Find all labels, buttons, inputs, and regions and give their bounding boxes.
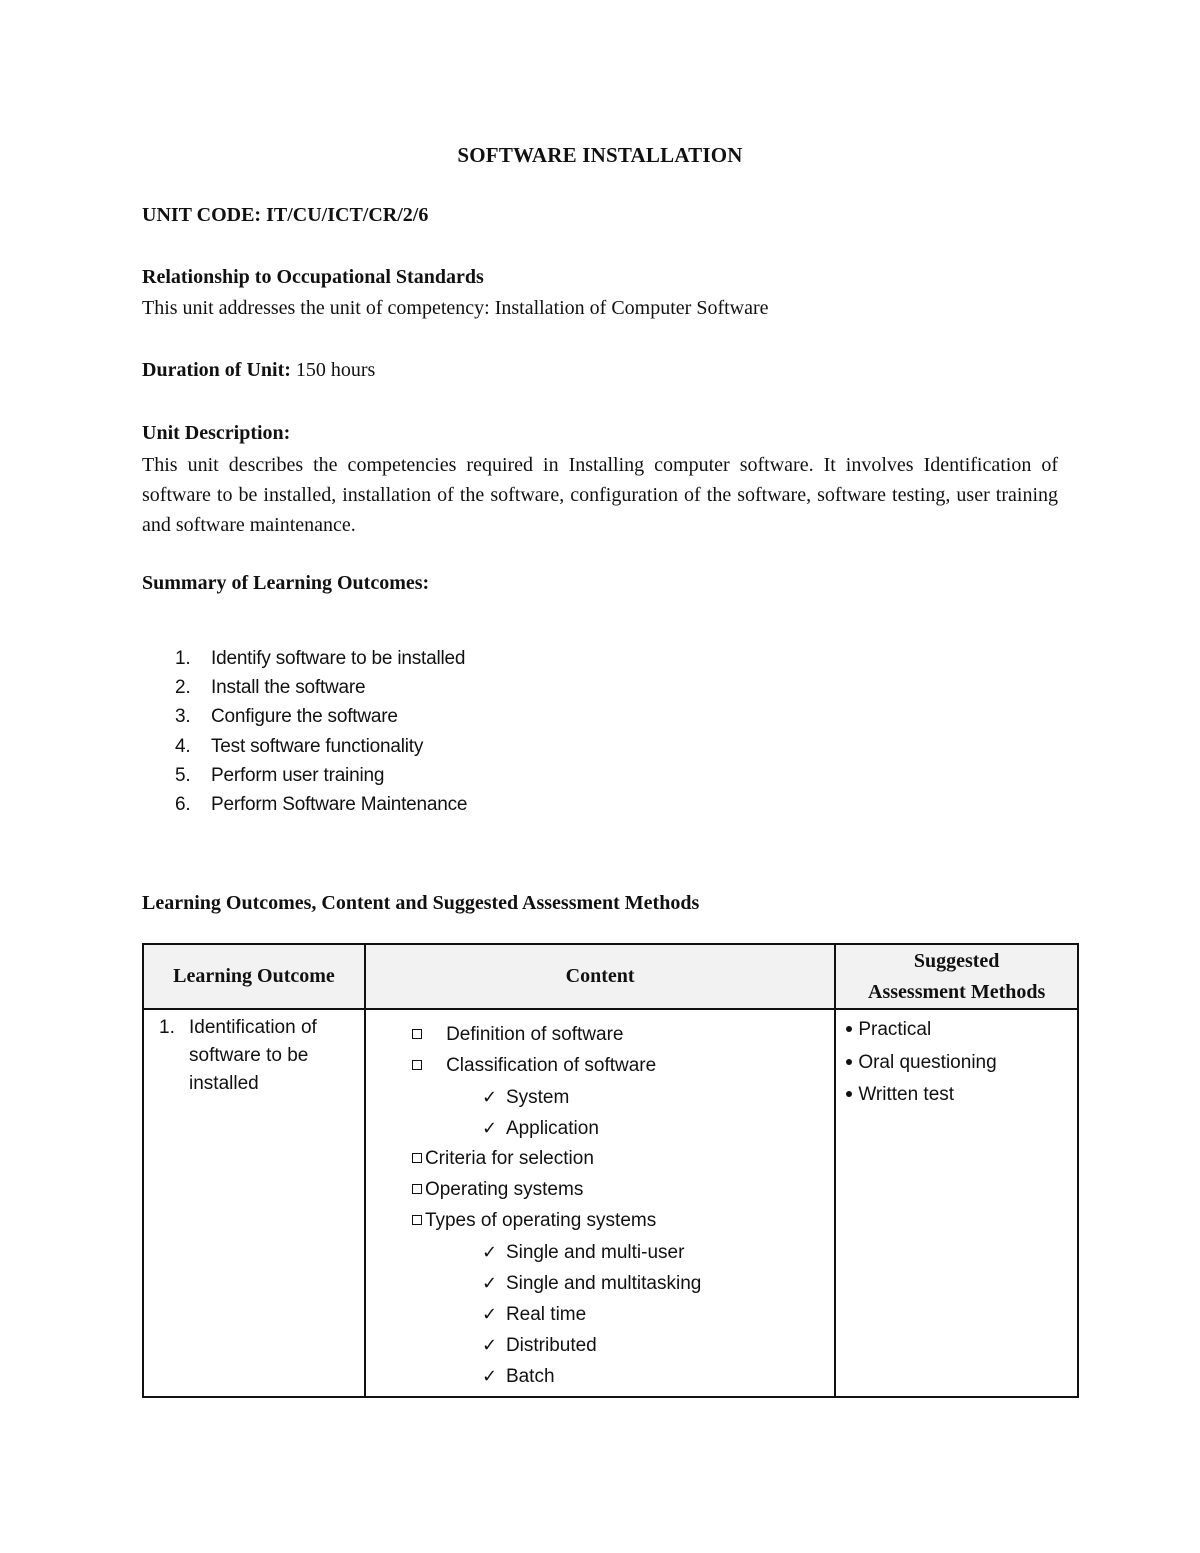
content-item: Types of operating systems bbox=[412, 1209, 656, 1233]
content-subitem: ✓ Single and multi-user bbox=[481, 1242, 685, 1263]
square-bullet-icon bbox=[412, 1060, 422, 1070]
list-item: 4. Test software functionality bbox=[175, 735, 424, 757]
outcome-number: 1. bbox=[159, 1017, 175, 1038]
summary-heading: Summary of Learning Outcomes: bbox=[142, 572, 430, 594]
duration-label: Duration of Unit: bbox=[142, 359, 291, 381]
table-heading: Learning Outcomes, Content and Suggested Assessment Methods bbox=[142, 892, 700, 914]
assessment-methods-list bbox=[836, 1010, 1077, 1112]
square-bullet-icon bbox=[412, 1029, 422, 1039]
list-item: Written test bbox=[846, 1079, 1077, 1112]
checkmark-icon: ✓ bbox=[481, 1304, 498, 1324]
checkmark-icon: ✓ bbox=[481, 1087, 498, 1107]
list-item: 2. Install the software bbox=[175, 677, 366, 699]
header-learning-outcome: Learning Outcome bbox=[143, 944, 365, 1009]
relationship-heading: Relationship to Occupational Standards bbox=[142, 266, 484, 288]
outcome-cell bbox=[143, 1009, 365, 1397]
list-item: 6. Perform Software Maintenance bbox=[175, 793, 468, 815]
content-subitem: ✓ Batch bbox=[481, 1366, 555, 1387]
header-assessment-methods: Suggested Assessment Methods bbox=[835, 944, 1078, 1009]
square-bullet-icon bbox=[412, 1184, 422, 1194]
square-bullet-icon bbox=[412, 1153, 422, 1163]
header-content: Content bbox=[365, 944, 835, 1009]
duration-line bbox=[142, 359, 375, 382]
list-item: 5. Perform user training bbox=[175, 764, 385, 786]
content-subitem: ✓ System bbox=[481, 1087, 570, 1108]
bullet-icon bbox=[846, 1026, 852, 1032]
document-title: SOFTWARE INSTALLATION bbox=[457, 143, 743, 167]
description-text: This unit describes the competencies required in Installing computer software. It involves Identification of software to be installed, installation of the software, configuration of the software, software testing, user training and software maintenance. bbox=[142, 454, 1058, 536]
list-item: Practical bbox=[846, 1014, 1077, 1047]
checkmark-icon: ✓ bbox=[481, 1118, 498, 1138]
table-row bbox=[143, 1009, 1078, 1397]
content-subitem: ✓ Distributed bbox=[481, 1335, 597, 1356]
checkmark-icon: ✓ bbox=[481, 1366, 498, 1386]
content-subitem: ✓ Real time bbox=[481, 1304, 587, 1325]
duration-value: 150 hours bbox=[295, 359, 376, 381]
learning-outcomes-table bbox=[142, 943, 1079, 1398]
bullet-icon bbox=[846, 1091, 852, 1097]
relationship-text: This unit addresses the unit of competency: Installation of Computer Software bbox=[142, 297, 769, 319]
outcome-text: Identification of software to be installed bbox=[189, 1017, 317, 1094]
list-item: 3. Configure the software bbox=[175, 706, 398, 728]
content-item: Operating systems bbox=[412, 1178, 583, 1202]
square-bullet-icon bbox=[412, 1215, 422, 1225]
content-item: Classification of software bbox=[412, 1054, 656, 1078]
content-item: Criteria for selection bbox=[412, 1147, 594, 1171]
list-item: Oral questioning bbox=[846, 1047, 1077, 1080]
learning-outcomes-list bbox=[175, 646, 467, 821]
unit-code: UNIT CODE: IT/CU/ICT/CR/2/6 bbox=[142, 204, 429, 226]
table-header-row bbox=[143, 944, 1078, 1009]
content-subitem: ✓ Single and multitasking bbox=[481, 1273, 702, 1294]
checkmark-icon: ✓ bbox=[481, 1242, 498, 1262]
list-item: 1. Identify software to be installed bbox=[175, 648, 466, 669]
methods-cell bbox=[835, 1009, 1078, 1397]
content-cell bbox=[365, 1009, 835, 1397]
content-item: Definition of software bbox=[412, 1023, 624, 1047]
checkmark-icon: ✓ bbox=[481, 1335, 498, 1355]
content-subitem: ✓ Application bbox=[481, 1118, 599, 1139]
checkmark-icon: ✓ bbox=[481, 1273, 498, 1293]
description-heading: Unit Description: bbox=[142, 422, 291, 444]
bullet-icon bbox=[846, 1059, 852, 1065]
